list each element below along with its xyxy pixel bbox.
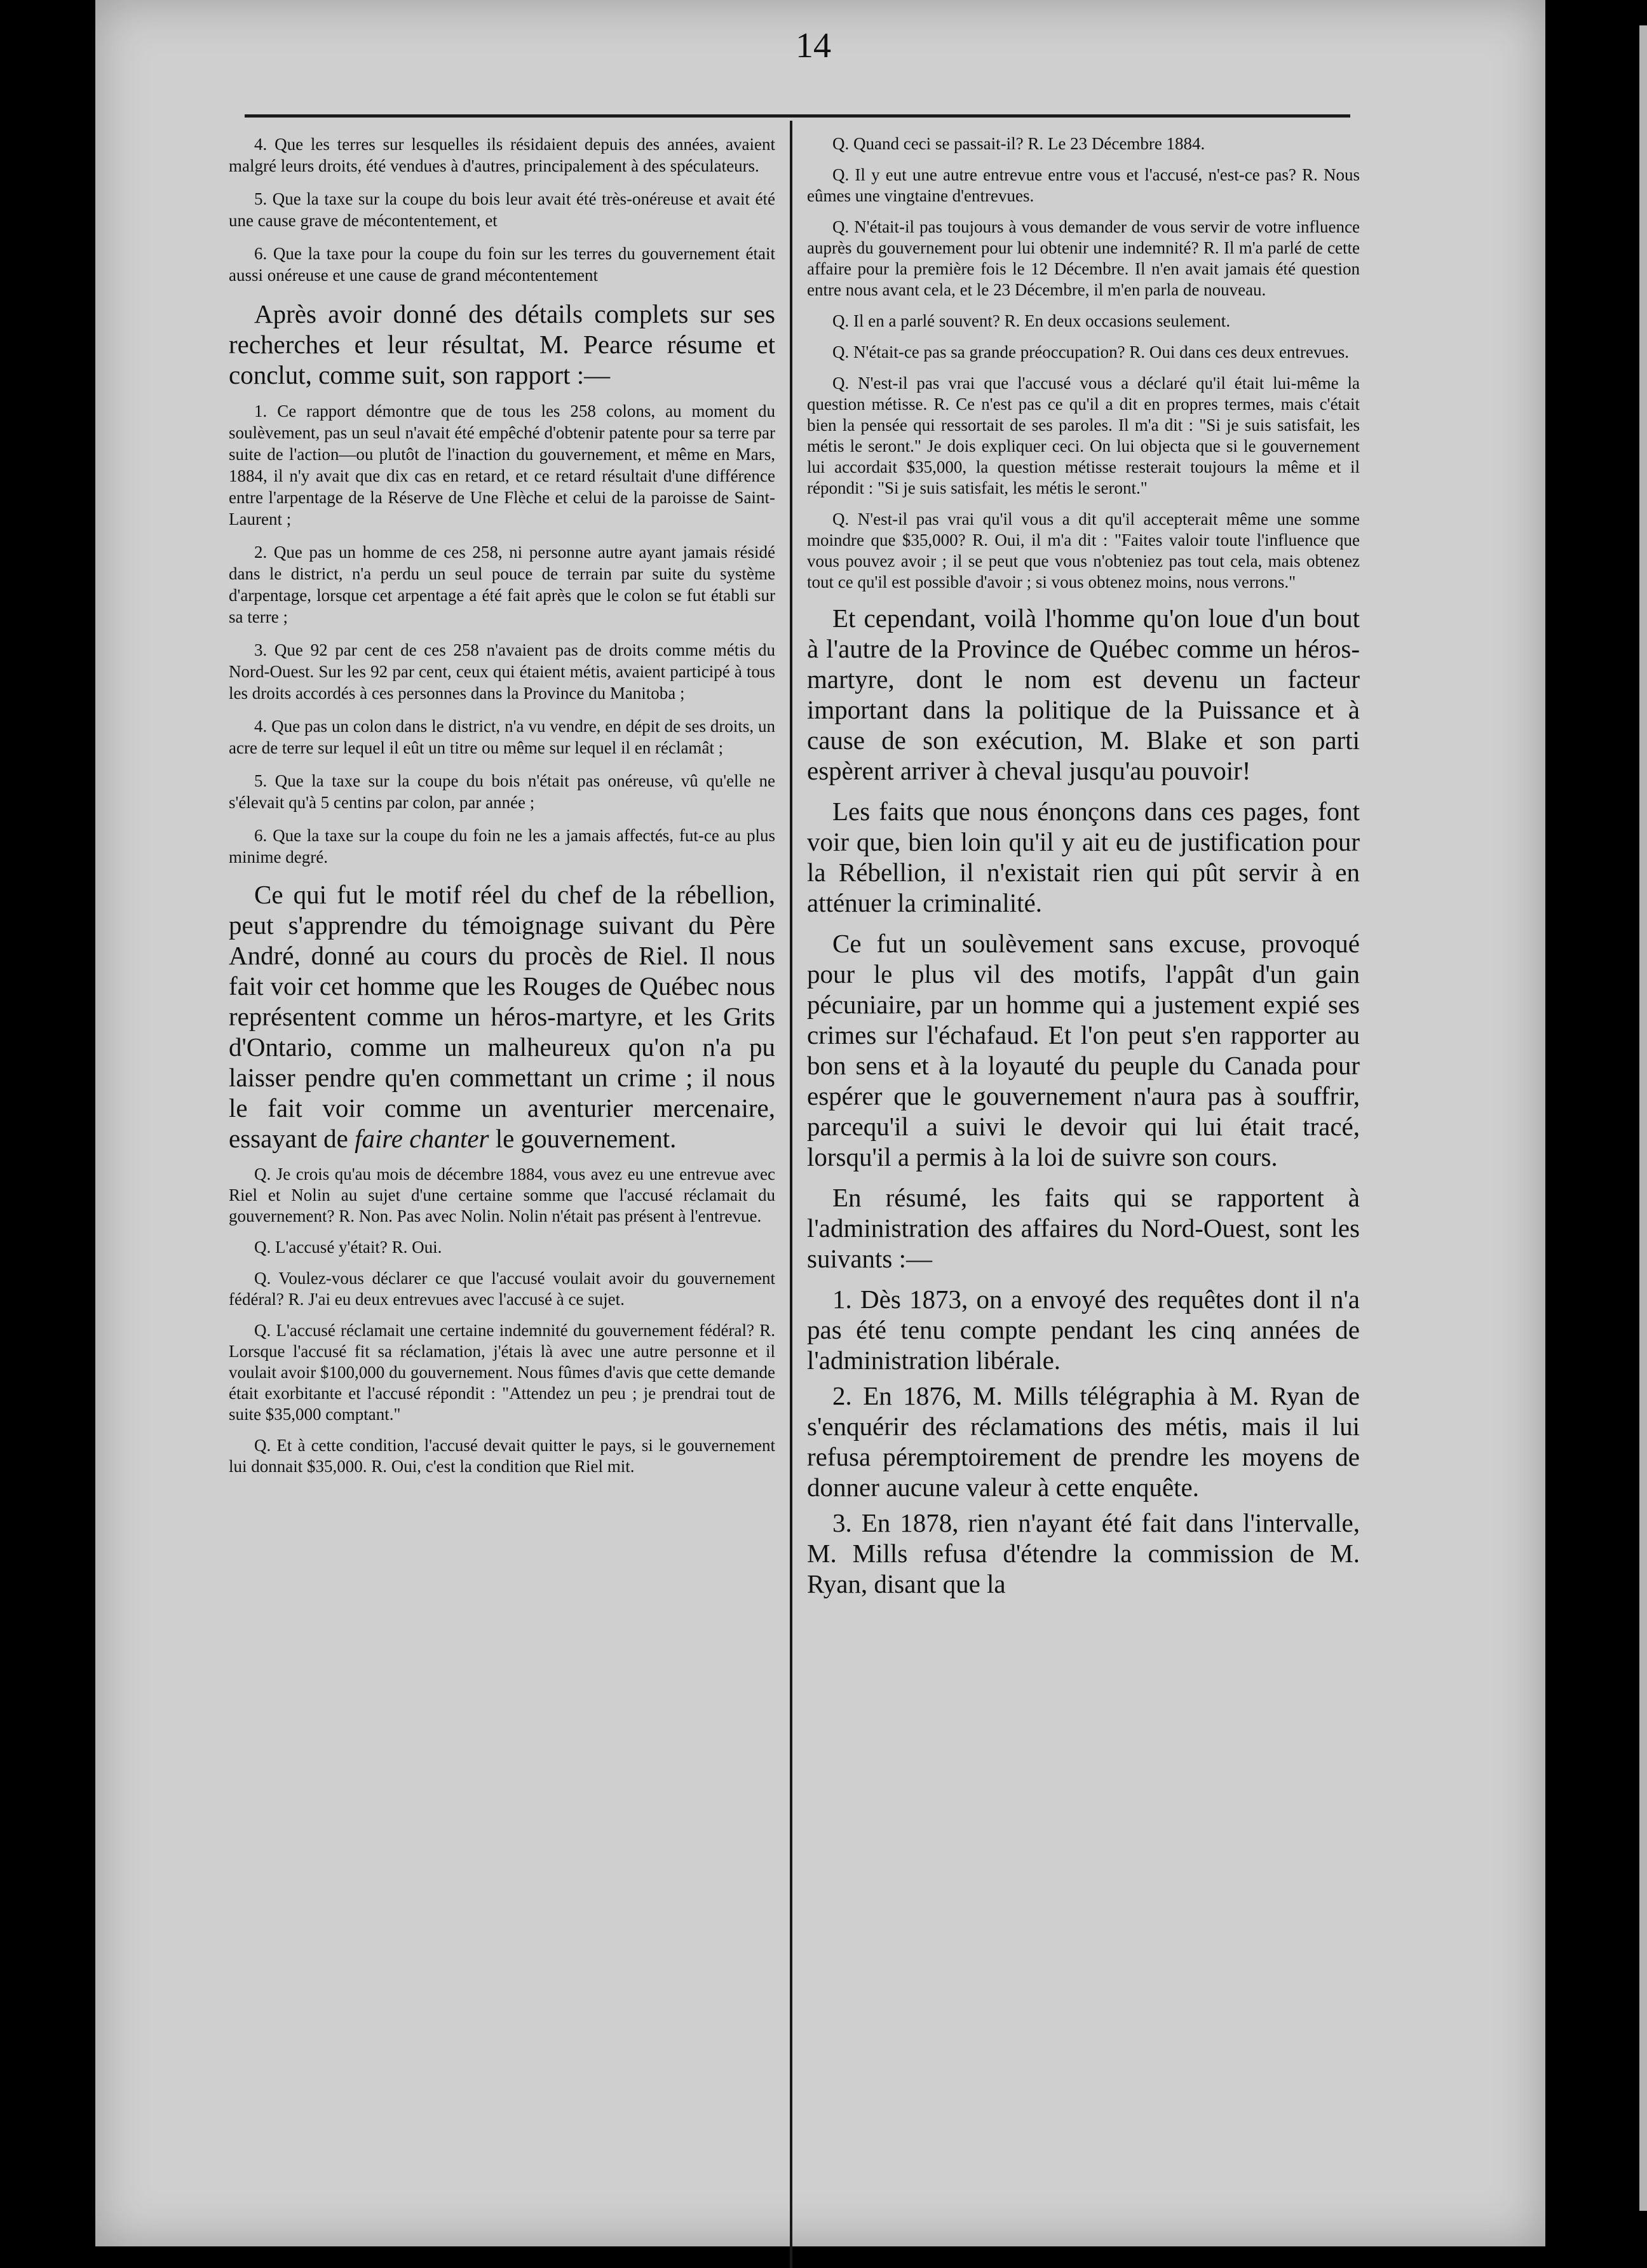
testimony-qa: Q. L'accusé réclamait une certaine indemnité du gouvernement fédéral? R. Lorsque l'accusé fit sa réclamation, j'étais là avec une autre personne et il voulait avoir $100,000 du gouvernement. Nous fûmes d'avis que cette demande était exorbitante et l'accusé répondit : "Attendez un peu ; je prendrai tout de suite $35,000 comptant." bbox=[229, 1321, 775, 1424]
testimony-qa: Q. Quand ceci se passait-il? R. Le 23 Décembre 1884. bbox=[832, 134, 1205, 153]
header-rule bbox=[245, 114, 1350, 118]
testimony-qa: Q. Il y eut une autre entrevue entre vous et l'accusé, n'est-ce pas? R. Nous eûmes une vingtaine d'entrevues. bbox=[807, 165, 1360, 205]
body-paragraph: Et cependant, voilà l'homme qu'on loue d'un bout à l'autre de la Province de Québec comme un héros-martyre, dont le nom est devenu un facteur important dans la politique de la Puissance et à cause de son exécution, M. Blake et son parti espèrent arriver à cheval jusqu'au pouvoir! bbox=[807, 604, 1360, 785]
list-item: 6. Que la taxe sur la coupe du foin ne les a jamais affectés, fut-ce au plus minime degré. bbox=[229, 826, 775, 867]
summary-item: 3. En 1878, rien n'ayant été fait dans l'intervalle, M. Mills refusa d'étendre la commission de M. Ryan, disant que la bbox=[807, 1508, 1360, 1598]
motif-italic: faire chanter bbox=[355, 1124, 489, 1153]
column-divider bbox=[790, 121, 792, 2268]
motif-end: le gouvernement. bbox=[495, 1124, 677, 1153]
list-item: 2. Que pas un homme de ces 258, ni personne autre ayant jamais résidé dans le district, n'a perdu un seul pouce de terrain par suite du système d'arpentage, lorsque cet arpentage a été fait après que le colon se fut établi sur sa terre ; bbox=[229, 543, 775, 626]
body-paragraph: Ce fut un soulèvement sans excuse, provoqué pour le plus vil des motifs, l'appât d'un gain pécuniaire, par un homme qui a justement expié ses crimes sur l'échafaud. Et l'on peut s'en rapporter au bon sens et à la loyauté du peuple du Canada pour espérer que le gouvernement n'aura pas à souffrir, parcequ'il a suivi le devoir qui lui était tracé, lorsqu'il a permis à la loi de suivre son cours. bbox=[807, 929, 1360, 1171]
body-paragraph: Les faits que nous énonçons dans ces pages, font voir que, bien loin qu'il y ait eu de justification pour la Rébellion, il n'existait rien qui pût servir à en atténuer la criminalité. bbox=[807, 797, 1360, 917]
testimony-qa: Q. Et à cette condition, l'accusé devait quitter le pays, si le gouvernement lui donnait $35,000. R. Oui, c'est la condition que Riel mit. bbox=[229, 1436, 775, 1476]
list-item: 6. Que la taxe pour la coupe du foin sur les terres du gouvernement était aussi onéreuse et une cause de grand mécontentement bbox=[229, 244, 775, 285]
testimony-qa: Q. N'est-il pas vrai qu'il vous a dit qu'il accepterait même une somme moindre que $35,000? R. Oui, il m'a dit : "Faites valoir toute l'influence que vous pouvez avoir ; il se peut que vous n'obteniez pas tout cela, mais obtenez tout ce qu'il est possible d'avoir ; si vous obtenez moins, nous verrons." bbox=[807, 510, 1360, 591]
list-item: 5. Que la taxe sur la coupe du bois n'était pas onéreuse, vû qu'elle ne s'élevait qu'à 5 centins par colon, par année ; bbox=[229, 771, 775, 812]
list-item: 4. Que pas un colon dans le district, n'a vu vendre, en dépit de ses droits, un acre de terre sur lequel il eût un titre ou même sur lequel il en réclamât ; bbox=[229, 717, 775, 757]
right-column bbox=[807, 133, 1360, 1604]
summary-item: 2. En 1876, M. Mills télégraphia à M. Ryan de s'enquérir des réclamations des métis, mais il lui refusa péremptoirement de prendre les moyens de donner aucune valeur à cette enquête. bbox=[807, 1381, 1360, 1502]
testimony-qa: Q. N'était-ce pas sa grande préoccupation? R. Oui dans ces deux entrevues. bbox=[832, 342, 1350, 361]
testimony-qa: Q. N'est-il pas vrai que l'accusé vous a déclaré qu'il était lui-même la question métisse. R. Ce n'est pas ce qu'il a dit en propres termes, mais c'était bien la pensée qui ressortait de ses paroles. Il m'a dit : "Si je suis satisfait, les métis le seront." Je dois expliquer ceci. On lui objecta que si le gouvernement lui accordait $35,000, la question métisse resterait toujours la même et il répondit : "Si je suis satisfait, les métis le seront." bbox=[807, 374, 1360, 497]
testimony-qa: Q. L'accusé y'était? R. Oui. bbox=[254, 1238, 442, 1257]
summary-item: 1. Dès 1873, on a envoyé des requêtes dont il n'a pas été tenu compte pendant les cinq années de l'administration libérale. bbox=[807, 1285, 1360, 1375]
list-item: 4. Que les terres sur lesquelles ils résidaient depuis des années, avaient malgré leurs droits, été vendues à d'autres, principalement à des spéculateurs. bbox=[229, 135, 775, 175]
motif-text: Ce qui fut le motif réel du chef de la rébellion, peut s'apprendre du témoignage suivant du Père André, donné au cours du procès de Riel. Il nous fait voir cet homme que les Rouges de Québec nous représentent comme un héros-martyre, et les Grits d'Ontario, comme un malheureux qu'on n'a pu laisser pendre qu'en commettant un crime ; il nous le fait voir comme un aventurier mercenaire, essayant de bbox=[229, 880, 775, 1153]
testimony-qa: Q. Voulez-vous déclarer ce que l'accusé voulait avoir du gouvernement fédéral? R. J'ai eu deux entrevues avec l'accusé à ce sujet. bbox=[229, 1269, 775, 1309]
page-edge bbox=[1639, 25, 1647, 2211]
left-column bbox=[229, 133, 775, 1487]
testimony-qa: Q. N'était-il pas toujours à vous demander de vous servir de votre influence auprès du gouvernement pour lui obtenir une indemnité? R. Il m'a parlé de cette affaire pour la première fois le 12 Décembre. Il n'en avait jamais été question entre nous avant cela, et le 23 Décembre, il m'en parla de nouveau. bbox=[807, 217, 1360, 299]
list-item: 3. Que 92 par cent de ces 258 n'avaient pas de droits comme métis du Nord-Ouest. Sur les 92 par cent, ceux qui étaient métis, avaient participé à tous les droits accordés à ces personnes dans la Province du Manitoba ; bbox=[229, 640, 775, 703]
list-item: 1. Ce rapport démontre que de tous les 258 colons, au moment du soulèvement, pas un seul n'avait été empêché d'obtenir patente pour sa terre par suite de l'action—ou plutôt de l'inaction du gouvernement, et même en Mars, 1884, il n'y avait que dix cas en retard, et ce retard résultait d'une différence entre l'arpentage de la Réserve de Une Flèche et celui de la paroisse de Saint-Laurent ; bbox=[229, 402, 775, 529]
list-item: 5. Que la taxe sur la coupe du bois leur avait été très-onéreuse et avait été une cause grave de mécontentement, et bbox=[229, 189, 775, 230]
testimony-qa: Q. Je crois qu'au mois de décembre 1884, vous avez eu une entrevue avec Riel et Nolin au sujet d'une certaine somme que l'accusé réclamait du gouvernement? R. Non. Pas avec Nolin. Nolin n'était pas présent à l'entrevue. bbox=[229, 1164, 775, 1225]
page-number: 14 bbox=[796, 26, 831, 65]
testimony-qa: Q. Il en a parlé souvent? R. En deux occasions seulement. bbox=[832, 311, 1231, 330]
body-paragraph: En résumé, les faits qui se rapportent à l'administration des affaires du Nord-Ouest, sont les suivants :— bbox=[807, 1183, 1360, 1273]
intro-paragraph: Après avoir donné des détails complets sur ses recherches et leur résultat, M. Pearce résume et conclut, comme suit, son rapport :— bbox=[229, 299, 775, 389]
motif-paragraph bbox=[229, 879, 775, 1154]
